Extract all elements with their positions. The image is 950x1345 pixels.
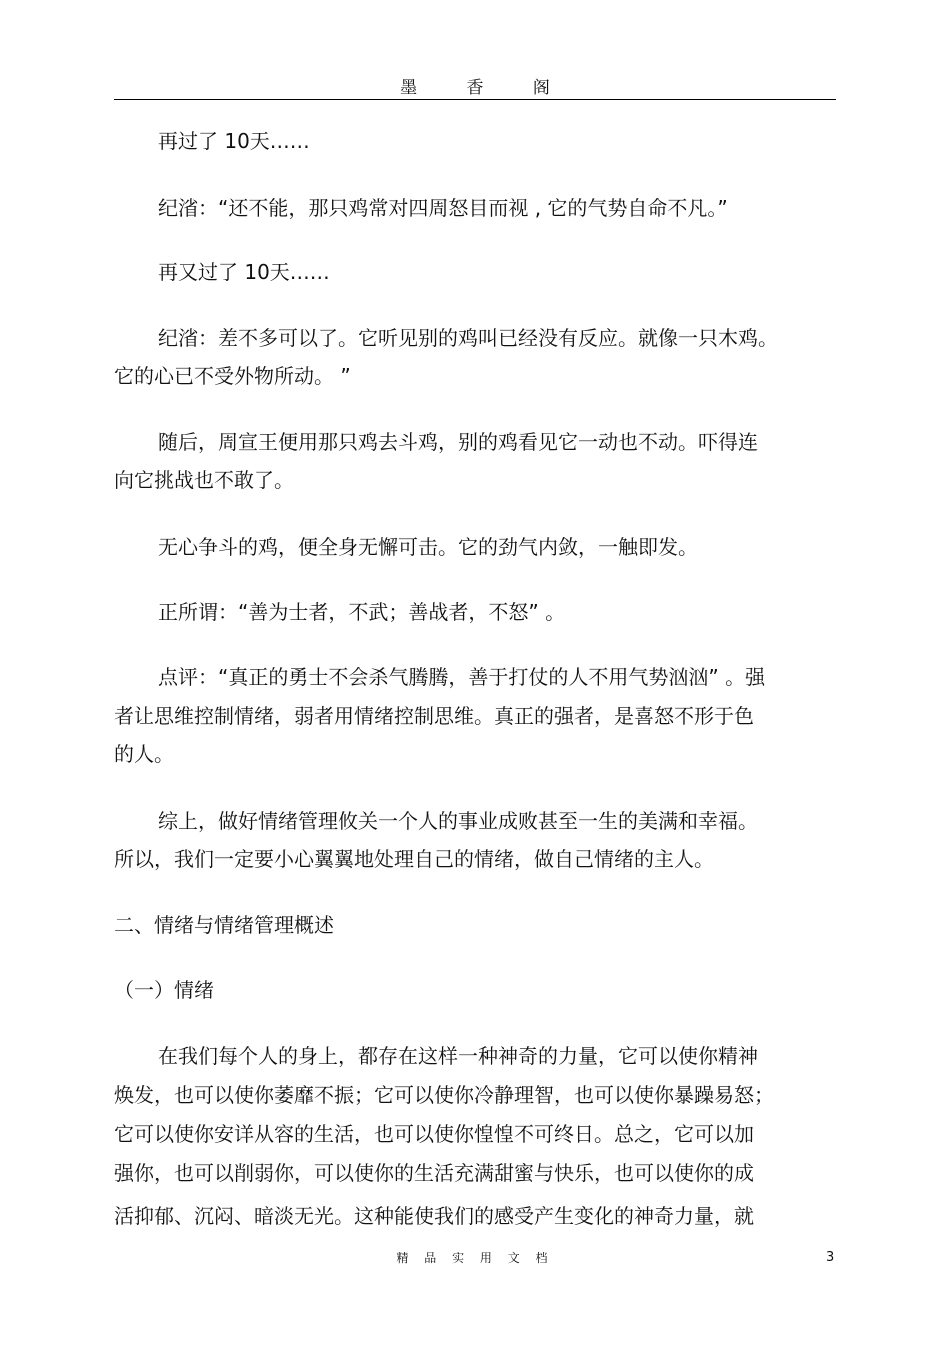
text-line: 再过了 10天……: [158, 129, 310, 153]
page-header-title: 墨 香 阁: [400, 78, 572, 98]
section-heading: 二、情绪与情绪管理概述: [114, 913, 334, 937]
header-divider: [114, 99, 836, 100]
text-line: 的人。: [114, 742, 174, 766]
text-line: 纪渻：“还不能，那只鸡常对四周怒目而视 , 它的气势自命不凡。”: [158, 196, 728, 220]
page-number: 3: [826, 1250, 835, 1265]
text-line: 向它挑战也不敢了。: [114, 468, 294, 492]
text-line: 无心争斗的鸡，便全身无懈可击。它的劲气内敛，一触即发。: [158, 535, 698, 559]
text-line: 点评：“真正的勇士不会杀气腾腾，善于打仗的人不用气势汹汹” 。强: [158, 665, 766, 689]
text-line: 它可以使你安详从容的生活，也可以使你惶惶不可终日。总之，它可以加: [114, 1122, 754, 1146]
text-line: 纪渻：差不多可以了。它听见别的鸡叫已经没有反应。就像一只木鸡。: [158, 326, 778, 350]
text-line: 在我们每个人的身上，都存在这样一种神奇的力量，它可以使你精神: [158, 1044, 758, 1068]
text-line: 焕发，也可以使你萎靡不振；它可以使你冷静理智，也可以使你暴躁易怒；: [114, 1083, 774, 1107]
text-line: 综上，做好情绪管理攸关一个人的事业成败甚至一生的美满和幸福。: [158, 809, 758, 833]
subsection-heading: （一）情绪: [114, 978, 214, 1002]
text-line: 所以，我们一定要小心翼翼地处理自己的情绪，做自己情绪的主人。: [114, 847, 714, 871]
text-line: 正所谓：“善为士者，不武；善战者，不怒” 。: [158, 600, 566, 624]
text-line: 活抑郁、沉闷、暗淡无光。这种能使我们的感受产生变化的神奇力量，就: [114, 1204, 754, 1228]
text-line: 强你，也可以削弱你，可以使你的生活充满甜蜜与快乐，也可以使你的成: [114, 1161, 754, 1185]
text-line: 随后，周宣王便用那只鸡去斗鸡，别的鸡看见它一动也不动。吓得连: [158, 430, 758, 454]
text-line: 者让思维控制情绪，弱者用情绪控制思维。真正的强者，是喜怒不形于色: [114, 704, 754, 728]
page-footer-text: 精 品 实 用 文 档: [396, 1251, 554, 1265]
text-line: 再又过了 10天……: [158, 260, 330, 284]
text-line: 它的心已不受外物所动。 ”: [114, 364, 351, 388]
